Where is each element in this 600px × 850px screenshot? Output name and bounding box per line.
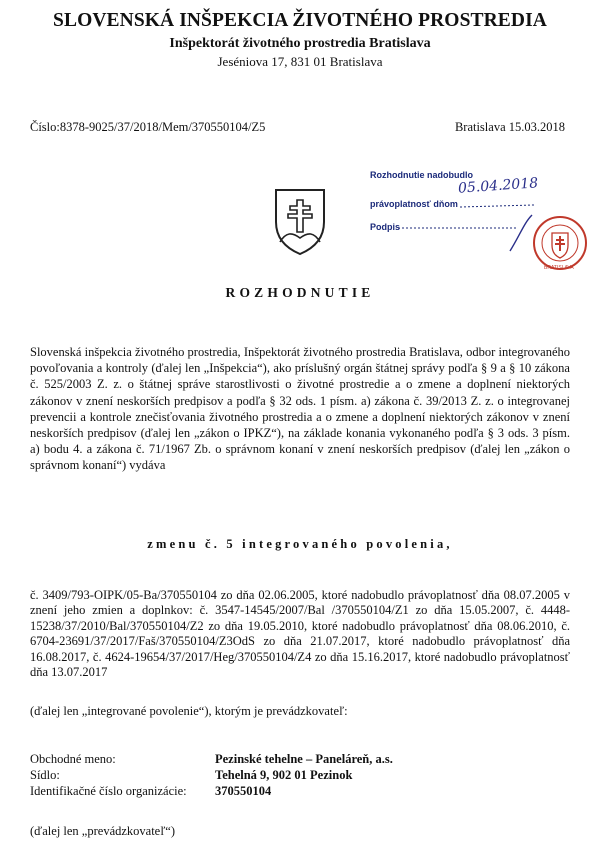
operator-seat-value: Tehelná 9, 902 01 Pezinok bbox=[215, 768, 353, 782]
office-address: Jeséniova 17, 831 01 Bratislava bbox=[217, 54, 383, 69]
operator-name-label: Obchodné meno: bbox=[30, 752, 116, 766]
operator-name-value: Pezinské tehelne – Paneláreň, a.s. bbox=[215, 752, 393, 766]
operator-id-value: 370550104 bbox=[215, 784, 272, 798]
stamp-label-date: právoplatnosť dňom bbox=[370, 199, 458, 209]
stamp-label-effective: Rozhodnutie nadobudlo bbox=[370, 170, 473, 180]
operator-seat-label: Sídlo: bbox=[30, 768, 60, 782]
stamp-label-signature: Podpis bbox=[370, 222, 401, 232]
office-name: Inšpektorát životného prostredia Bratislava bbox=[169, 36, 431, 51]
institution-name: SLOVENSKÁ INŠPEKCIA ŽIVOTNÉHO PROSTREDIA bbox=[53, 10, 547, 31]
seal-text: BRATISLAVA bbox=[544, 265, 574, 271]
operator-id-label: Identifikačné číslo organizácie: bbox=[30, 784, 187, 798]
decision-subtitle: zmenu č. 5 integrovaného povolenia, bbox=[147, 537, 453, 551]
reference-number: Číslo:8378-9025/37/2018/Mem/370550104/Z5 bbox=[30, 120, 266, 134]
intro-paragraph: Slovenská inšpekcia životného prostredia, Inšpektorát životného prostredia Bratislava, odbor integrovaného povoľovania a kontroly (ďalej len „Inšpekcia“), ako príslušný orgán štátnej správy podľa § 9 a § 10 zákona č. 525/2003 Z. z. o štátnej správe starostlivosti o životné prostredie a o zmene a doplnení niektorých zákonov v znení neskorších predpisov a podľa § 32 ods. 1 písm. a) zákona č. 39/2013 Z. z. o integrovanej prevencii a kontrole znečisťovania životného prostredia a o zmene a doplnení niektorých zákonov v znení neskorších predpisov (ďalej len „zákon o IPKZ“), na základe konania vykonaného podľa § 3 ods. 3 písm. a) bodu 4. a zákona č. 71/1967 Zb. o správnom konaní v znení neskorších predpisov (ďalej len „zákon o správnom konaní“) vydáva bbox=[30, 345, 570, 473]
place-date: Bratislava 15.03.2018 bbox=[454, 120, 565, 134]
footer-note: (ďalej len „prevádzkovateľ“) bbox=[30, 824, 176, 838]
round-seal-icon bbox=[534, 217, 586, 269]
handwritten-date: 05.04.2018 bbox=[457, 175, 539, 197]
permit-tail: (ďalej len „integrované povolenie“), ktorým je prevádzkovateľ: bbox=[30, 704, 348, 718]
document-title: ROZHODNUTIE bbox=[225, 285, 375, 300]
permit-history: č. 3409/793-OIPK/05-Ba/370550104 zo dňa 02.06.2005, ktoré nadobudlo právoplatnosť dňa 08.07.2005 v znení jeho zmien a doplnkov: č. 3547-14545/2007/Bal /370550104/Z1 zo dňa 15.05.2007, č. 4448-15238/37/2010/Bal/370550104/Z2 zo dňa 19.05.2010, ktoré nadobudlo právoplatnosť dňa 08.06.2010, č. 6704-23691/37/2017/Faš/370550104/Z3OdS zo dňa 21.07.2017, ktoré nadobudlo právoplatnosť dňa 16.08.2017, č. 4624-19654/37/2017/Heg/370550104/Z4 zo dňa 15.16.2017, ktoré nadobudlo právoplatnosť dňa 13.07.2017 bbox=[30, 588, 570, 680]
coat-of-arms-icon bbox=[272, 186, 328, 256]
